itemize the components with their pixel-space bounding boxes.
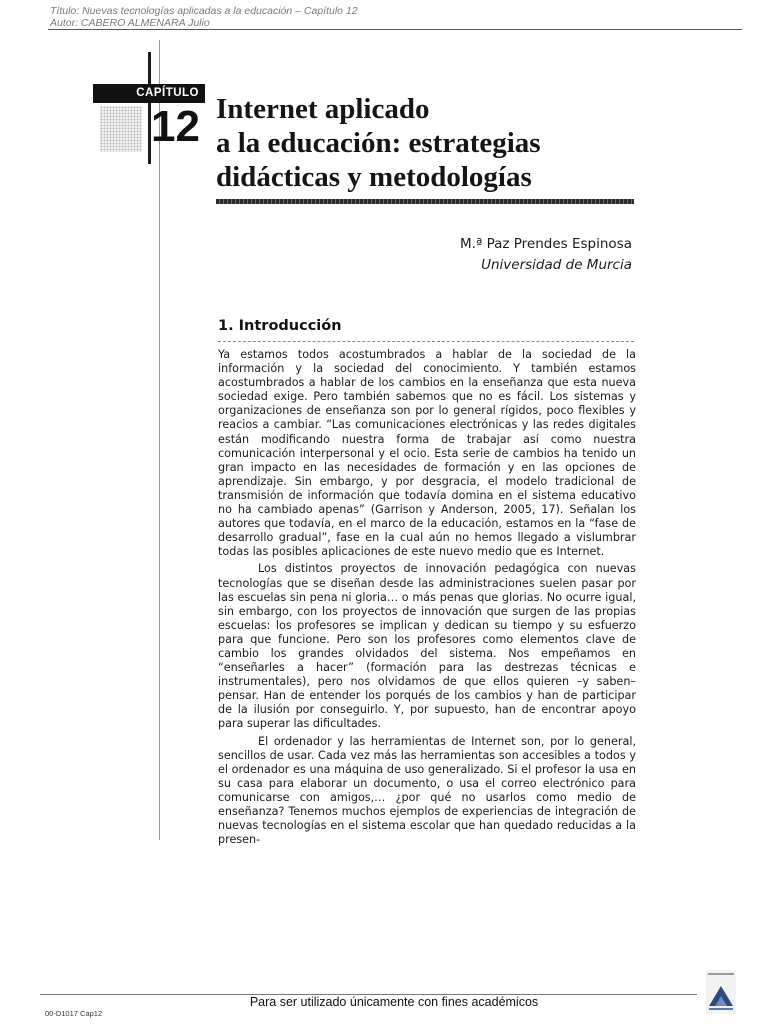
- footer-code: 00-D1017 Cap12: [45, 1009, 103, 1018]
- chapter-dot-pattern: [100, 106, 142, 152]
- chapter-label: CAPÍTULO: [93, 84, 205, 103]
- header-title-line: Título: Nuevas tecnologías aplicadas a la educación – Capítulo 12: [50, 5, 358, 17]
- section-heading: 1. Introducción: [218, 318, 342, 334]
- author-institution: Universidad de Murcia: [481, 257, 632, 273]
- title-underline: [216, 199, 634, 204]
- title-line: a la educación: estrategias: [216, 127, 541, 159]
- header-divider: [48, 29, 742, 30]
- title-line: Internet aplicado: [216, 93, 430, 125]
- paragraph: Ya estamos todos acostumbrados a hablar de la sociedad de la información y la sociedad del conocimiento. Y también estamos acostumbrados a hablar de los cambios en la enseñanza que esta nueva sociedad exige. Pero también sabemos que no es fácil. Los sistemas y organizaciones de enseñanza son por lo general rígidos, poco flexibles y reacios a cambiar. “Las comunicaciones electrónicas y las redes digitales están modificando nuestra forma de trabajar así como nuestra comunicación interpersonal y el ocio. Esta serie de cambios ha tenido un gran impacto en las necesidades de formación y en las opciones de aprendizaje. Sin embargo, y por desgracia, el modelo tradicional de transmisión de información que todavía domina en el sistema educativo no ha cambiado apenas” (Garrison y Anderson, 2005, 17). Señalan los autores que todavía, en el marco de la educación, estamos en la “fase de desarrollo gradual”, fase en la cual aún no hemos llegado a vislumbrar todas las posibles aplicaciones de este nuevo medio que es Internet.: [218, 348, 636, 559]
- margin-rule: [159, 40, 160, 840]
- author-block: [460, 234, 632, 276]
- body-text: [218, 348, 636, 850]
- title-line: didácticas y metodologías: [216, 161, 532, 193]
- chapter-title: [216, 92, 636, 194]
- footer-notice: Para ser utilizado únicamente con fines académicos: [249, 995, 539, 1009]
- section-divider: [218, 341, 634, 342]
- chapter-number: 12: [151, 102, 200, 151]
- publisher-logo: [706, 970, 736, 1014]
- header-author-line: Autor: CABERO ALMENARA Julio: [50, 17, 210, 29]
- document-header: [50, 5, 358, 29]
- paragraph: Los distintos proyectos de innovación pedagógica con nuevas tecnologías que se diseñan desde las administraciones suelen pasar por las escuelas sin pena ni gloria… o más penas que glorias. No ocurre igual, sin embargo, con los proyectos de innovación que surgen de las propias escuelas: los profesores se implican y dedican su tiempo y su esfuerzo para que funcione. Pero son los profesores como elementos clave de cambio los grandes olvidados del sistema. Nos empeñamos en “enseñarles a hacer” (formación para las destrezas técnicas e instrumentales), pero nos olvidamos de que ellos quieren –y saben– pensar. Han de entender los porqués de los cambios y han de participar de la ilusión por conseguirlo. Y, por supuesto, han de encontrar apoyo para superar las dificultades.: [218, 562, 636, 731]
- author-name: M.ª Paz Prendes Espinosa: [460, 236, 632, 252]
- paragraph: El ordenador y las herramientas de Internet son, por lo general, sencillos de usar. Cada vez más las herramientas son accesibles a todos y el ordenador es una máquina de uso generalizado. Si el profesor la usa en su casa para elaborar un documento, o usa el correo electrónico para comunicarse con amigos,… ¿por qué no usarlos como medio de enseñanza? Tenemos muchos ejemplos de experiencias de integración de nuevas tecnologías en el sistema escolar que han quedado reducidas a la presen-: [218, 734, 636, 847]
